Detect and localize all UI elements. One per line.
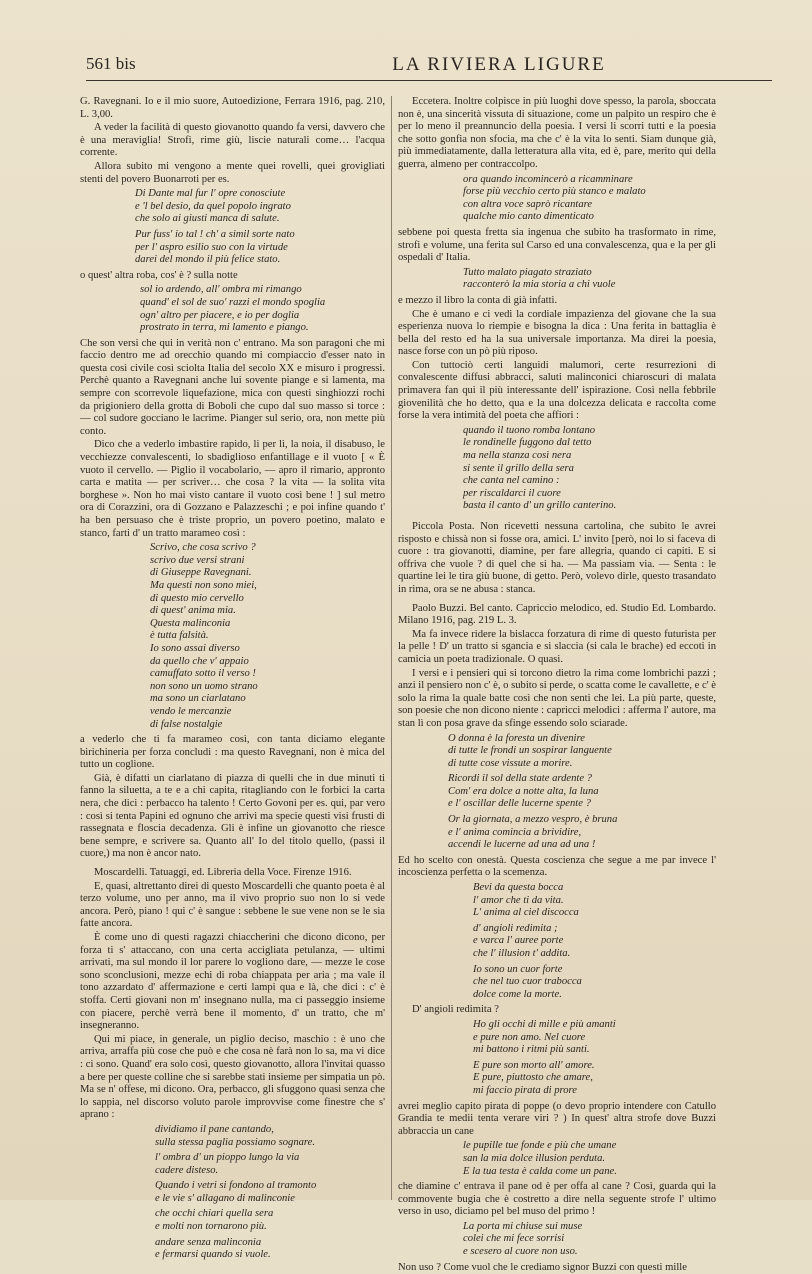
verse-block bbox=[398, 814, 716, 852]
right-column bbox=[398, 96, 716, 1273]
verse-line: quand' el sol de suo' razzi el mondo spoglia bbox=[140, 296, 326, 308]
verse-line: che solo ai giusti manca di salute. bbox=[135, 213, 280, 225]
verse-line: L' anima al ciel discocca bbox=[473, 907, 579, 919]
verse-line: camuffato sotto il verso ! bbox=[150, 668, 256, 680]
verse-line: e pure non amo. Nel cuore bbox=[473, 1031, 586, 1043]
verse-block bbox=[80, 229, 385, 267]
verse-line: forse più vecchio certo più stanco e malato bbox=[463, 186, 646, 198]
paragraph: Dico che a vederlo imbastire rapido, li per lì, la noia, il disabuso, le vecchiezze convalescenti, lo sbadigliosо enfantillage e il vuoto [ « È vuoto il cervello. — Piglio il vocabolario, — apro il rimario, appronto carta e matita — per scriver… che cosa ? la vita — la solita vita borghese ». Non ho mai visto cantare il vuoto così bene ! ] sul metro ora di Corazzini, ora di Gozzano e Palazzeschi ; e poi infine quando t' ha ben persuaso che è triste proprio, un povero poetino, malato e stanco, farti d' un tratto marameo così : bbox=[80, 439, 385, 539]
left-column bbox=[80, 96, 385, 1261]
verse-line: Bevi da questa bocca bbox=[473, 882, 564, 894]
verse-line: che l' illusion t' addita. bbox=[473, 948, 571, 959]
paragraph: A veder la facilità di questo giovanotto quando fa versi, davvero che è una meraviglia! Strofi, rime giù, liscie naturali come… l'acqua corrente. bbox=[80, 122, 385, 159]
verse-line: ora quando incomincerò a ricamminare bbox=[463, 173, 633, 185]
verse-line: quando il tuono romba lontano bbox=[463, 424, 596, 436]
verse-line: racconterò la mia storia a chi vuole bbox=[463, 279, 616, 291]
paragraph: Ma fa invece ridere la bislacca forzatura di rime di questo futurista per la pelle ! D' un tratto si sgancia e si slaccia (si cala le brache) ed eccoti in camicia un poeta tradizionale. O quasi. bbox=[398, 628, 716, 665]
paragraph: Con tuttociò certi languidi malumori, certe resurrezioni di convalescente diffusi abbracci, saluti malinconici chiaroscuri di malata primavera fan qui il più interessante dell' ispirazione. Così nella febbrile giovenilità che ho detto, qua e la una dolcezza delicata e raccolta come forse la vera intimità del poeta che affiori : bbox=[398, 359, 716, 422]
verse-line: da quello che v' appaio bbox=[150, 655, 249, 667]
verse-line: colei che mi fece sorrisi bbox=[463, 1233, 565, 1245]
column-divider bbox=[391, 96, 392, 1200]
verse-block bbox=[398, 425, 716, 513]
verse-line: basta il canto d' un grillo canterino. bbox=[463, 500, 617, 512]
paragraph: o quest' altra roba, cos' è ? sulla notte bbox=[80, 269, 238, 281]
verse-line: Ho gli occhi di mille e più amanti bbox=[473, 1018, 616, 1030]
verse-line: non sono un uomo strano bbox=[150, 680, 258, 692]
verse-line: E la tua testa è calda come un pane. bbox=[463, 1165, 617, 1177]
verse-line: darei del mondo il più felice stato. bbox=[135, 254, 281, 266]
verse-block bbox=[80, 1152, 385, 1177]
verse-block bbox=[80, 284, 385, 334]
verse-line: Io sono un cuor forte bbox=[473, 963, 563, 975]
verse-line: di questo mio cervello bbox=[150, 592, 244, 604]
verse-line: mi faccio pirata di prore bbox=[473, 1084, 577, 1096]
verse-line: per riscaldarci il cuore bbox=[463, 487, 561, 499]
paragraph: Che son versi che qui in verità non c' entrano. Ma son paragoni che mi faccio dentro me ad orecchio quando mi compiaccio d'esser nato in questa così civile così sciolta Italia del secolo XX e misuro i progressi. Perchè quanto a Ravegnani anche lui sovente piange e si lamenta, ma sempre con scorrevole liquefazione, mica con questi singhiozzi rochi da prigioniero della grotta di Boboli che cupo dal suo masso si torce : — col sudore gocciano le lacrime. Pianger sul serio, ora, non mette più conto. bbox=[80, 337, 385, 437]
verse-line: è tutta falsità. bbox=[150, 630, 209, 642]
paragraph: Che è umano e ci vedi la cordiale impazienza del giovane che la sua esperienza nuova lo riempie e bisogna la dica : Una ferita in battaglia è bella del resto ed ha la sua universale importanza. Ma direi la poesia, nasce forse con un pò più riposo. bbox=[398, 308, 716, 358]
verse-line: ma nella stanza così nera bbox=[463, 450, 572, 462]
verse-line: e fermarsi quando si vuole. bbox=[155, 1249, 271, 1261]
verse-line: le rondinelle fuggono dal tetto bbox=[463, 437, 592, 449]
verse-block bbox=[80, 542, 385, 731]
verse-line: d' angioli redimita ; bbox=[473, 922, 558, 934]
verse-line: l' ombra d' un pioppo lungo la via bbox=[155, 1152, 300, 1164]
paragraph: a vederlo che ti fa marameo così, con tanta diciamo elegante birichineria per forza concludi : ma questo Ravegnani, non è mica del tutto un coglione. bbox=[80, 734, 385, 771]
paragraph: Non uso ? Come vuol che le crediamo signor Buzzi con questi mille bbox=[398, 1261, 687, 1273]
paragraph: Allora subito mi vengono a mente quei rovelli, quei grovigliati stenti del povero Buonarroti per es. bbox=[80, 160, 385, 185]
verse-line: Tutto malato piagato straziato bbox=[463, 266, 592, 278]
verse-line: che canta nel camino : bbox=[463, 475, 560, 487]
verse-line: vendo le mercanzie bbox=[150, 705, 232, 717]
paragraph: Ed ho scelto con onestà. Questa coscienza che segue a me par invece l' incoscienza perfetta o la scemenza. bbox=[398, 854, 716, 879]
verse-block bbox=[398, 923, 716, 961]
verse-line: Pur fuss' io tal ! ch' a simil sorte nato bbox=[135, 228, 295, 240]
verse-line: E pure son morto all' amore. bbox=[473, 1059, 595, 1071]
paragraph: Eccetera. Inoltre colpisce in più luoghi dove spesso, la parola, sboccata non è, una sincerità vissuta di situazione, come un palpito un respiro che è per lo meno il preannuncio della poesia. I versi li scorri tutti e la poesia che sotto gonfia non sfocia, ma che c' è la vita lo senti. Siam dunque già, più immediatamente, dalla letteratura alla vita, ed è, pare, merito qui della guerra, almeno per contraccolpo. bbox=[398, 96, 716, 170]
verse-line: e l' oscillar delle lucerne spente ? bbox=[448, 798, 591, 810]
review-heading-moscardelli: Moscardelli. Tatuaggi, ed. Libreria della Voce. Firenze 1916. bbox=[94, 867, 352, 879]
verse-block bbox=[398, 1221, 716, 1259]
verse-line: e 'l bel desio, da quel popolo ingrato bbox=[135, 200, 291, 212]
page-header bbox=[86, 54, 772, 81]
verse-line: e molti non tornarono più. bbox=[155, 1221, 267, 1233]
verse-line: Questa malinconia bbox=[150, 617, 231, 629]
verse-line: qualche mio canto dimenticato bbox=[463, 211, 594, 223]
verse-line: di quest' anima mia. bbox=[150, 605, 236, 617]
verse-line: sulla stessa paglia possiamo sognare. bbox=[155, 1136, 315, 1148]
paragraph: Qui mi piace, in generale, un piglio deciso, maschio : è uno che arriva, arraffa più cose che può e che cosa nè farà non lo sa, ma vi dice : ci sono. Quand' era solo così, questo giovanotto, allora l'invitai quasso a bere per queste colline che si sarebbe stati insieme per simpatia un pò. Ma se n' offese, mi dicono. Ora, perbacco, gli sfuggono quasi senza che lo sappia, nel discorso voluto parole improvvise come finestre che s' aprano : bbox=[80, 1033, 385, 1121]
verse-line: ogn' altro per piacere, e io per doglia bbox=[140, 309, 300, 321]
verse-block bbox=[398, 882, 716, 920]
verse-line: di tutte cose vissute a morire. bbox=[448, 757, 573, 769]
paragraph: Già, è difatti un ciarlatano di piazza di quelli che in due minuti ti fanno la siluetta, a te e a chi capita, ritagliando con le forbici la carta nera, che dici : perbacco ha talento ! Certo Govoni per es. qui, par vero : così si tenta Papini ed ognuno che arrivi ma specie questi visi frusti di rassegnata e floscia decadenza. Gli è infine un giovanotto che riesce bene sempre, e scrivere sa. Quanto all' Io del titolo quello, (passi il cuore,) ma non è ancor nato. bbox=[80, 772, 385, 860]
verse-line: san la mia dolce illusion perduta. bbox=[463, 1152, 606, 1164]
verse-line: E pure, piuttosto che amare, bbox=[473, 1072, 593, 1084]
verse-line: accendi le lucerne ad una ad una ! bbox=[448, 839, 596, 851]
piccola-posta: Piccola Posta. Non ricevetti nessuna cartolina, che subito le avrei risposto e chissà non si fosse ora, amici. L' invito [però, noi lo si faceva di cuore : tra giovanotti, diamine, per fare allegria, quando ci capiti. E si offriva che vuole ? di quel che si ha. — Ma passiam via. — Senta : le quartine lei le tira giù buone, di getto. Però, volevo dirle, questo trasandato in rima, ora se ne abusa : stanca. bbox=[398, 521, 716, 595]
verse-line: sol io ardendo, all' ombra mi rimango bbox=[140, 284, 302, 296]
verse-block bbox=[398, 1060, 716, 1098]
verse-line: La porta mi chiuse sui muse bbox=[463, 1220, 583, 1232]
verse-line: che occhi chiari quella sera bbox=[155, 1208, 274, 1220]
paragraph: D' angioli redimita ? bbox=[412, 1004, 499, 1016]
paragraph: e mezzo il libro la conta di già infatti. bbox=[398, 294, 558, 306]
verse-block bbox=[398, 964, 716, 1002]
verse-line: Quando i vetri si fondono al tramonto bbox=[155, 1180, 317, 1192]
verse-block bbox=[398, 1140, 716, 1178]
verse-block bbox=[80, 1208, 385, 1233]
verse-line: Ricordi il sol della state ardente ? bbox=[448, 773, 592, 785]
verse-line: si sente il grillo della sera bbox=[463, 462, 574, 474]
verse-block bbox=[398, 733, 716, 771]
verse-line: cadere disteso. bbox=[155, 1164, 219, 1176]
verse-line: prostrato in terra, mi lamento e piango. bbox=[140, 322, 309, 334]
running-title: LA RIVIERA LIGURE bbox=[392, 54, 606, 75]
paragraph: I versi e i pensieri qui si torcono dietro la rima come lombrichi pazzi ; anzi il pensiero non c' è, o subito si perde, o scatta come le cavallette, e c' è solo la rima la quale batte così che non senti che lei. La più parte, queste, son poesie che non dicono niente : capricci melodici : afferma l' autore, ma stan lì con posa grave da sfinge essendo solo sciarade. bbox=[398, 667, 716, 729]
verse-line: Io sono assai diverso bbox=[150, 642, 240, 654]
verse-line: e scesero al cuore non uso. bbox=[463, 1246, 578, 1258]
verse-block bbox=[398, 174, 716, 224]
verse-block bbox=[398, 773, 716, 811]
verse-line: di tutte le frondi un sospirar languente bbox=[448, 745, 612, 757]
verse-line: dividiamo il pane cantando, bbox=[155, 1123, 274, 1135]
verse-line: e l' anima comincia a brividire, bbox=[448, 826, 582, 838]
paragraph: È come uno di questi ragazzi chiaccherini che dicono dicono, per forza ti s' attaccano, con una certa accigliata petulanza, — ultimi arrivati, ma sul mondo il lor parere lo vogliono dare, — mezze le cose sono sconclusioni, mezze echi di roba chiappata per aria ; ma vale il tono azzardato d' affermazione e certi lampi qua e là, che dici : c' è stoffa. Certi giovani non m' insegnano nulla, ma ci passeggio insieme con piacere, perchè verrà bene il momento, d' un tratto, che m' insegneranno. bbox=[80, 932, 385, 1032]
verse-line: con altra voce saprò ricantare bbox=[463, 198, 593, 210]
verse-line: Or la giornata, a mezzo vespro, è bruna bbox=[448, 814, 618, 826]
verse-line: di Giuseppe Ravegnani. bbox=[150, 567, 252, 579]
verse-block bbox=[80, 1237, 385, 1262]
verse-line: Com' era dolce a notte alta, la luna bbox=[448, 785, 599, 797]
paragraph: che diamine c' entrava il pane od è per offa al cane ? Così, guarda qui la commovente bugia che è costretto a dire nella seguente strofe l' ultimo verso in uso, diciamo pel bel muso del primo ! bbox=[398, 1181, 716, 1218]
verse-line: Ma questi non sono miei, bbox=[150, 579, 257, 591]
paragraph: sebbene poi questa fretta sia ingenua che subito ha trasformato in rime, strofi e volume, una ferita sul Carso ed una convalescenza, qua e la per gli ospedali d' Italia. bbox=[398, 226, 716, 264]
paragraph: avrei meglio capito pirata di poppe (o devo proprio intendere con Catullo Grandia te medii tenta verare viri ? ) In quest' altra strofe dove Buzzi abbraccia un cane bbox=[398, 1100, 716, 1137]
verse-block bbox=[80, 1180, 385, 1205]
verse-line: Di Dante mal fur l' opre conosciute bbox=[135, 188, 286, 200]
verse-block bbox=[80, 188, 385, 226]
verse-line: e varca l' auree porte bbox=[473, 935, 564, 947]
verse-line: per l' aspro esilio suo con la virtude bbox=[135, 241, 288, 253]
verse-line: le pupille tue fonde e più che umane bbox=[463, 1140, 617, 1152]
verse-block bbox=[80, 1124, 385, 1149]
verse-line: l' amor che ti da vita. bbox=[473, 894, 564, 906]
verse-line: mi battono i ritmi più santi. bbox=[473, 1044, 590, 1056]
verse-line: Scrivo, che cosa scrivo ? bbox=[150, 542, 256, 554]
review-heading-buzzi: Paolo Buzzi. Bel canto. Capriccio melodico, ed. Studio Ed. Lombardo. Milano 1916, pag. 219 L. 3. bbox=[398, 602, 716, 627]
verse-block bbox=[398, 267, 716, 292]
page-number: 561 bis bbox=[86, 54, 136, 73]
verse-line: ma sono un ciarlatano bbox=[150, 693, 246, 705]
verse-line: e le vie s' allagano di malinconie bbox=[155, 1192, 295, 1204]
verse-line: scrivo due versi strani bbox=[150, 554, 245, 566]
verse-line: di false nostalgie bbox=[150, 718, 223, 730]
review-heading-ravegnani: G. Ravegnani. Io e il mio suore, Autoedizione, Ferrara 1916, pag. 210, L. 3,00. bbox=[80, 96, 385, 120]
verse-line: dolce come la morte. bbox=[473, 988, 562, 1000]
verse-line: andare senza malinconia bbox=[155, 1236, 262, 1248]
verse-line: che nel tuo cuor trabocca bbox=[473, 976, 582, 988]
paragraph: E, quasi, altrettanto direi di questo Moscardelli che quanto poeta è al terzo volume, uno per anno, ma il vivo proprio suo non lo si vede ancora. Però, piano ! qui c' è sangue : sebbene le sue vene non se le sia fatte ancora. bbox=[80, 880, 385, 930]
verse-block bbox=[398, 1019, 716, 1057]
verse-line: O donna è la foresta un divenire bbox=[448, 732, 585, 744]
